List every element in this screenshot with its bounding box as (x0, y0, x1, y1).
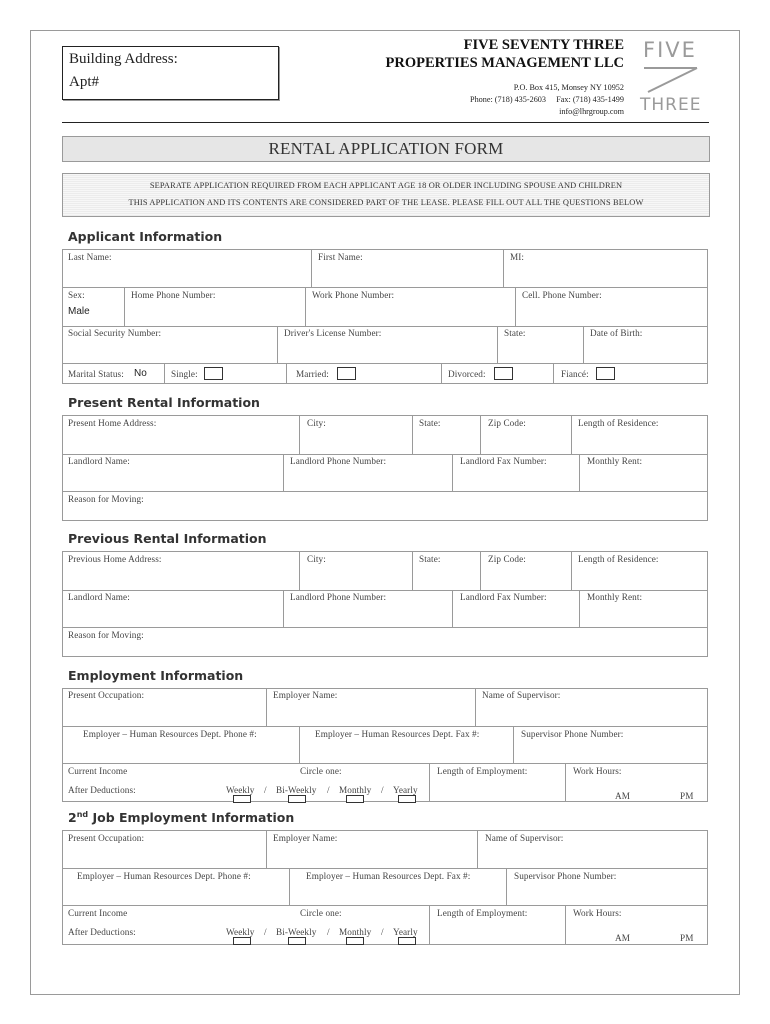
previous-state-label: State: (419, 554, 441, 564)
job2-hr-fax-label: Employer – Human Resources Dept. Fax #: (306, 871, 471, 881)
present-city-label: City: (307, 418, 326, 428)
notice-box (62, 173, 710, 217)
previous-home-address-label: Previous Home Address: (68, 554, 162, 564)
job2-pm-label: PM (680, 933, 694, 943)
company-fax: Fax: (718) 435-1499 (556, 95, 624, 104)
second-job-heading-rest: Job Employment Information (88, 810, 295, 826)
yearly-label: Yearly (393, 785, 418, 795)
am-label: AM (615, 791, 631, 801)
yearly-checkbox[interactable] (398, 795, 416, 803)
ssn-label: Social Security Number: (68, 328, 162, 338)
sep2: / (327, 785, 330, 795)
company-po-box: P.O. Box 415, Monsey NY 10952 (513, 83, 624, 92)
job2-occupation-label: Present Occupation: (68, 833, 145, 843)
fiance-checkbox[interactable] (596, 367, 615, 380)
second-job-heading-num: 2 (68, 810, 77, 826)
present-reason-label: Reason for Moving: (68, 494, 144, 504)
fiance-label: Fiancé: (561, 369, 589, 379)
company-phone-fax (470, 95, 624, 104)
form-title: RENTAL APPLICATION FORM (62, 136, 710, 162)
present-reason-field[interactable] (62, 491, 708, 521)
job2-circle-one-label: Circle one: (300, 908, 342, 918)
previous-city-label: City: (307, 554, 326, 564)
notice-line2: THIS APPLICATION AND ITS CONTENTS ARE CONSIDERED PART OF THE LEASE. PLEASE FILL OUT ALL THE QUESTIONS BELOW (128, 198, 644, 207)
apt-label: Apt# (69, 74, 99, 90)
present-state-label: State: (419, 418, 441, 428)
job2-work-hours-label: Work Hours: (573, 908, 622, 918)
length-employment-label: Length of Employment: (437, 766, 528, 776)
job2-after-deductions-label: After Deductions: (68, 927, 136, 937)
present-zip-label: Zip Code: (488, 418, 526, 428)
previous-reason-field[interactable] (62, 627, 708, 657)
employer-name-label: Employer Name: (273, 690, 338, 700)
applicant-heading: Applicant Information (68, 229, 223, 244)
notice-line1: SEPARATE APPLICATION REQUIRED FROM EACH APPLICANT AGE 18 OR OLDER INCLUDING SPOUSE AND CHILDREN (149, 181, 623, 190)
monthly-label: Monthly (339, 785, 372, 795)
job2-yearly-label: Yearly (393, 927, 418, 937)
supervisor-phone-label: Supervisor Phone Number: (521, 729, 624, 739)
present-landlord-name-label: Landlord Name: (68, 456, 130, 466)
previous-landlord-phone-label: Landlord Phone Number: (290, 592, 387, 602)
work-hours-label: Work Hours: (573, 766, 622, 776)
header-divider (62, 122, 709, 123)
biweekly-checkbox[interactable] (288, 795, 306, 803)
hr-phone-label: Employer – Human Resources Dept. Phone #: (83, 729, 257, 739)
job2-yearly-checkbox[interactable] (398, 937, 416, 945)
occupation-label: Present Occupation: (68, 690, 145, 700)
previous-monthly-rent-label: Monthly Rent: (587, 592, 643, 602)
previous-landlord-name-label: Landlord Name: (68, 592, 130, 602)
circle-one-label: Circle one: (300, 766, 342, 776)
sep1: / (264, 785, 267, 795)
second-job-heading-sup: nd (76, 810, 89, 819)
supervisor-label: Name of Supervisor: (482, 690, 561, 700)
single-label: Single: (171, 369, 198, 379)
job2-hr-phone-label: Employer – Human Resources Dept. Phone #: (77, 871, 251, 881)
present-landlord-phone-label: Landlord Phone Number: (290, 456, 387, 466)
building-address-box[interactable] (62, 46, 279, 100)
previous-zip-label: Zip Code: (488, 554, 526, 564)
job2-weekly-checkbox[interactable] (233, 937, 251, 945)
job2-supervisor-label: Name of Supervisor: (485, 833, 564, 843)
first-name-label: First Name: (318, 252, 363, 262)
sex-label: Sex: (68, 290, 85, 300)
job2-weekly-label: Weekly (226, 927, 255, 937)
hr-fax-label: Employer – Human Resources Dept. Fax #: (315, 729, 480, 739)
sep3: / (381, 785, 384, 795)
mi-field[interactable] (503, 249, 708, 288)
job2-am-label: AM (615, 933, 631, 943)
logo-seven-mark (640, 65, 700, 95)
married-label: Married: (296, 369, 329, 379)
weekly-checkbox[interactable] (233, 795, 251, 803)
previous-rental-heading: Previous Rental Information (68, 531, 267, 546)
single-checkbox[interactable] (204, 367, 223, 380)
cell-phone-label: Cell. Phone Number: (522, 290, 602, 300)
company-name-line2: PROPERTIES MANAGEMENT LLC (385, 55, 624, 71)
five-seventy-three-logo (640, 38, 700, 118)
state-label: State: (504, 328, 526, 338)
weekly-label: Weekly (226, 785, 255, 795)
previous-reason-label: Reason for Moving: (68, 630, 144, 640)
second-job-heading (68, 810, 294, 825)
marital-status-label: Marital Status: (68, 369, 124, 379)
present-monthly-rent-label: Monthly Rent: (587, 456, 643, 466)
logo-text-five: FIVE (643, 38, 697, 62)
job2-biweekly-checkbox[interactable] (288, 937, 306, 945)
job2-sep3: / (381, 927, 384, 937)
sex-value: Male (68, 306, 90, 317)
biweekly-label: Bi-Weekly (276, 785, 317, 795)
job2-employer-name-label: Employer Name: (273, 833, 338, 843)
marital-status-value: No (134, 368, 147, 379)
job2-biweekly-label: Bi-Weekly (276, 927, 317, 937)
home-phone-label: Home Phone Number: (131, 290, 216, 300)
job2-supervisor-phone-label: Supervisor Phone Number: (514, 871, 617, 881)
company-email: info@lhrgroup.com (559, 107, 624, 116)
work-phone-label: Work Phone Number: (312, 290, 395, 300)
building-address-label: Building Address: (69, 51, 178, 67)
current-income-label: Current Income (68, 766, 128, 776)
present-home-address-label: Present Home Address: (68, 418, 157, 428)
divorced-label: Divorced: (448, 369, 486, 379)
job2-monthly-label: Monthly (339, 927, 372, 937)
job2-sep1: / (264, 927, 267, 937)
married-checkbox[interactable] (337, 367, 356, 380)
previous-length-label: Length of Residence: (578, 554, 659, 564)
drivers-license-label: Driver's License Number: (284, 328, 382, 338)
last-name-label: Last Name: (68, 252, 112, 262)
divorced-checkbox[interactable] (494, 367, 513, 380)
job2-current-income-label: Current Income (68, 908, 128, 918)
employment-heading: Employment Information (68, 668, 244, 683)
logo-text-three: THREE (640, 95, 702, 115)
company-phone: Phone: (718) 435-2603 (470, 95, 546, 104)
dob-label: Date of Birth: (590, 328, 643, 338)
present-rental-heading: Present Rental Information (68, 395, 260, 410)
job2-monthly-checkbox[interactable] (346, 937, 364, 945)
company-name-line1: FIVE SEVENTY THREE (463, 37, 624, 53)
monthly-checkbox[interactable] (346, 795, 364, 803)
present-landlord-fax-label: Landlord Fax Number: (460, 456, 547, 466)
job2-sep2: / (327, 927, 330, 937)
present-length-label: Length of Residence: (578, 418, 659, 428)
after-deductions-label: After Deductions: (68, 785, 136, 795)
previous-landlord-fax-label: Landlord Fax Number: (460, 592, 547, 602)
pm-label: PM (680, 791, 694, 801)
mi-label: MI: (510, 252, 525, 262)
job2-length-employment-label: Length of Employment: (437, 908, 528, 918)
